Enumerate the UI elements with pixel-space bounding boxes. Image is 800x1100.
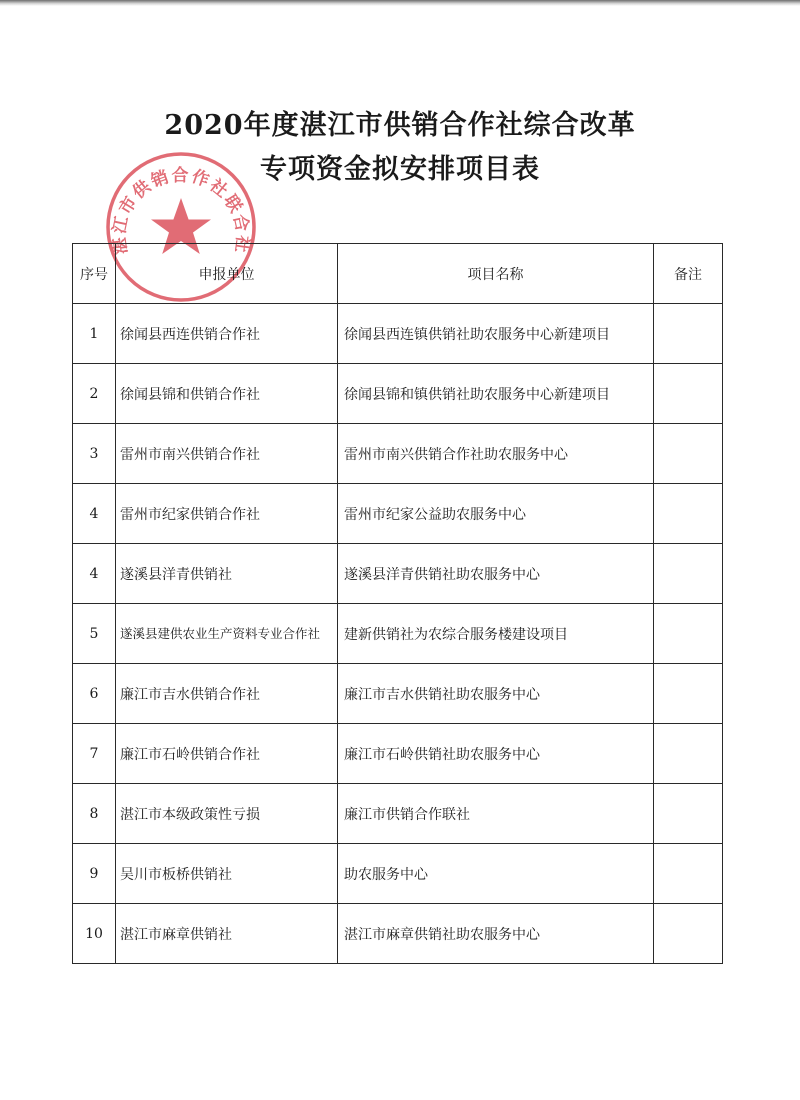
seal-text: 湛江市供销合作社联合社	[109, 165, 253, 256]
project-table	[72, 243, 723, 964]
scan-top-edge	[0, 0, 800, 6]
cell-remark	[654, 844, 723, 904]
cell-project: 建新供销社为农综合服务楼建设项目	[338, 604, 654, 664]
cell-project: 助农服务中心	[338, 844, 654, 904]
header-remark: 备注	[654, 244, 723, 304]
cell-project: 徐闻县西连镇供销社助农服务中心新建项目	[338, 304, 654, 364]
cell-unit: 廉江市吉水供销合作社	[116, 664, 338, 724]
cell-unit: 湛江市本级政策性亏损	[116, 784, 338, 844]
table-row	[73, 664, 723, 724]
cell-no: 8	[73, 784, 116, 844]
header-unit: 申报单位	[116, 244, 338, 304]
cell-unit: 徐闻县西连供销合作社	[116, 304, 338, 364]
cell-no: 6	[73, 664, 116, 724]
cell-no: 5	[73, 604, 116, 664]
cell-remark	[654, 904, 723, 964]
cell-remark	[654, 304, 723, 364]
table-row	[73, 784, 723, 844]
cell-no: 1	[73, 304, 116, 364]
cell-no: 4	[73, 544, 116, 604]
cell-remark	[654, 424, 723, 484]
document-title-line1: 2020年度湛江市供销合作社综合改革	[164, 110, 636, 141]
cell-unit: 遂溪县洋青供销社	[116, 544, 338, 604]
cell-unit: 雷州市南兴供销合作社	[116, 424, 338, 484]
cell-remark	[654, 664, 723, 724]
table-row	[73, 364, 723, 424]
table-header-row	[73, 244, 723, 304]
cell-remark	[654, 784, 723, 844]
cell-no: 2	[73, 364, 116, 424]
cell-unit: 徐闻县锦和供销合作社	[116, 364, 338, 424]
cell-unit: 吴川市板桥供销社	[116, 844, 338, 904]
cell-project: 徐闻县锦和镇供销社助农服务中心新建项目	[338, 364, 654, 424]
table-row	[73, 424, 723, 484]
table-row	[73, 304, 723, 364]
header-project: 项目名称	[338, 244, 654, 304]
cell-no: 4	[73, 484, 116, 544]
header-no: 序号	[73, 244, 116, 304]
table-row	[73, 544, 723, 604]
cell-project: 雷州市南兴供销合作社助农服务中心	[338, 424, 654, 484]
cell-remark	[654, 544, 723, 604]
cell-no: 7	[73, 724, 116, 784]
cell-unit: 遂溪县建供农业生产资料专业合作社	[116, 604, 338, 664]
table-row	[73, 604, 723, 664]
cell-no: 3	[73, 424, 116, 484]
cell-unit: 廉江市石岭供销合作社	[116, 724, 338, 784]
cell-project: 湛江市麻章供销社助农服务中心	[338, 904, 654, 964]
cell-no: 9	[73, 844, 116, 904]
cell-project: 廉江市石岭供销社助农服务中心	[338, 724, 654, 784]
table-row	[73, 844, 723, 904]
cell-no: 10	[73, 904, 116, 964]
cell-remark	[654, 724, 723, 784]
document-title-line2: 专项资金拟安排项目表	[260, 154, 540, 185]
cell-unit: 湛江市麻章供销社	[116, 904, 338, 964]
cell-remark	[654, 484, 723, 544]
table-row	[73, 904, 723, 964]
table-row	[73, 484, 723, 544]
cell-project: 遂溪县洋青供销社助农服务中心	[338, 544, 654, 604]
cell-project: 廉江市吉水供销社助农服务中心	[338, 664, 654, 724]
cell-unit: 雷州市纪家供销合作社	[116, 484, 338, 544]
cell-project: 廉江市供销合作联社	[338, 784, 654, 844]
table-row	[73, 724, 723, 784]
cell-project: 雷州市纪家公益助农服务中心	[338, 484, 654, 544]
cell-remark	[654, 364, 723, 424]
cell-remark	[654, 604, 723, 664]
